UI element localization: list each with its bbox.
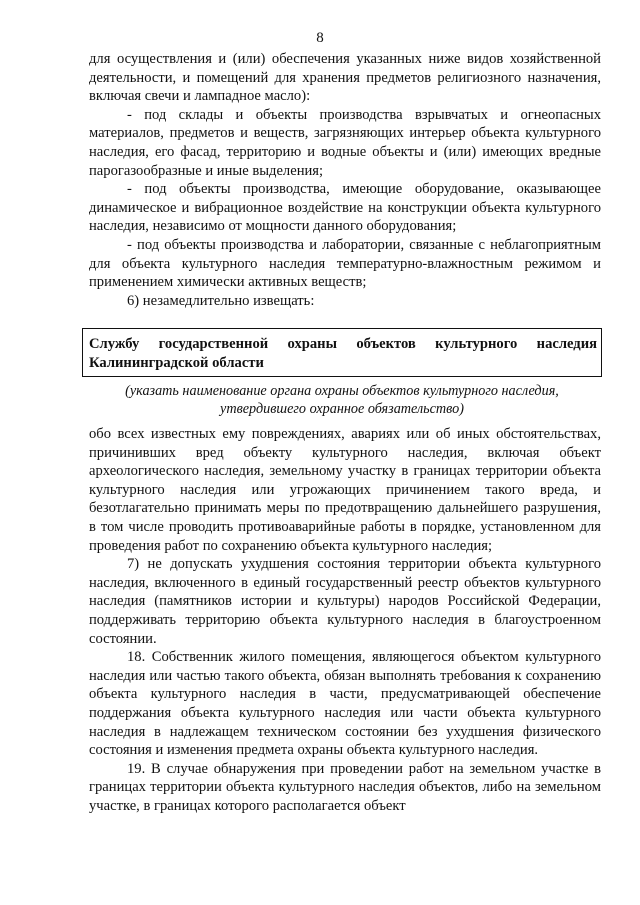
paragraph-item-7: 7) не допускать ухудшения состояния территории объекта культурного наследия, включенного в единый государственный реестр объектов культурного наследия (памятников истории и культуры) народов Российской Федерации, поддерживать территорию объекта культурного наследия в благоустроенном состоянии.: [89, 556, 601, 647]
paragraph-laboratory-restriction: - под объекты производства и лаборатории, связанные с неблагоприятным для объекта культурного наследия температурно-влажностным режимом и применением химически активных веществ;: [89, 236, 601, 291]
paragraph-storage-restriction: - под склады и объекты производства взрывчатых и огнеопасных материалов, предметов и веществ, загрязняющих интерьер объекта культурного наследия, его фасад, территорию и водные объекты и (или) имеющих вредные парогазообразные и иные выделения;: [89, 106, 601, 179]
paragraph-damage-notice: обо всех известных ему повреждениях, авариях или об иных обстоятельствах, причинивших вред объекту культурного наследия, включая объект археологического наследия, земельному участку в границах территории объекта культурного наследия или угрожающих причинением такого вреда, и безотлагательно принимать меры по предотвращению дальнейшего разрушения, в том числе проводить противоаварийные работы в порядке, установленном для проведения работ по сохранению объекта культурного наследия;: [89, 426, 601, 554]
bottom-text-block: [89, 425, 601, 815]
paragraph-notify-heading: 6) незамедлительно извещать:: [127, 292, 315, 309]
paragraph-section-18: 18. Собственник жилого помещения, являющегося объектом культурного наследия или частью такого объекта, обязан выполнять требования к сохранению объекта культурного наследия в части, предусматривающей обеспечение поддержания объекта культурного наследия или части объекта культурного наследия в надлежащем техническом состоянии без ухудшения физического состояния и изменения предмета охраны объекта культурного наследия.: [89, 649, 601, 759]
paragraph-intro: для осуществления и (или) обеспечения указанных ниже видов хозяйственной деятельности, и помещений для хранения предметов религиозного назначения, включая свечи и лампадное масло):: [89, 51, 601, 105]
top-text-block: [89, 50, 601, 310]
page-number: 8: [316, 30, 324, 46]
authority-caption: (указать наименование органа охраны объектов культурного наследия, утвердившего охранное обязательство): [125, 383, 559, 418]
paragraph-vibration-restriction: - под объекты производства, имеющие оборудование, оказывающее динамическое и вибрационное воздействие на конструкции объекта культурного наследия, независимо от мощности данного оборудования;: [89, 181, 601, 235]
authority-box: Службу государственной охраны объектов культурного наследия Калининградской области: [82, 328, 602, 377]
paragraph-section-19: 19. В случае обнаружения при проведении работ на земельном участке в границах территории объекта культурного наследия объектов, либо на земельном участке, в границах которого располагается объект: [89, 760, 601, 814]
